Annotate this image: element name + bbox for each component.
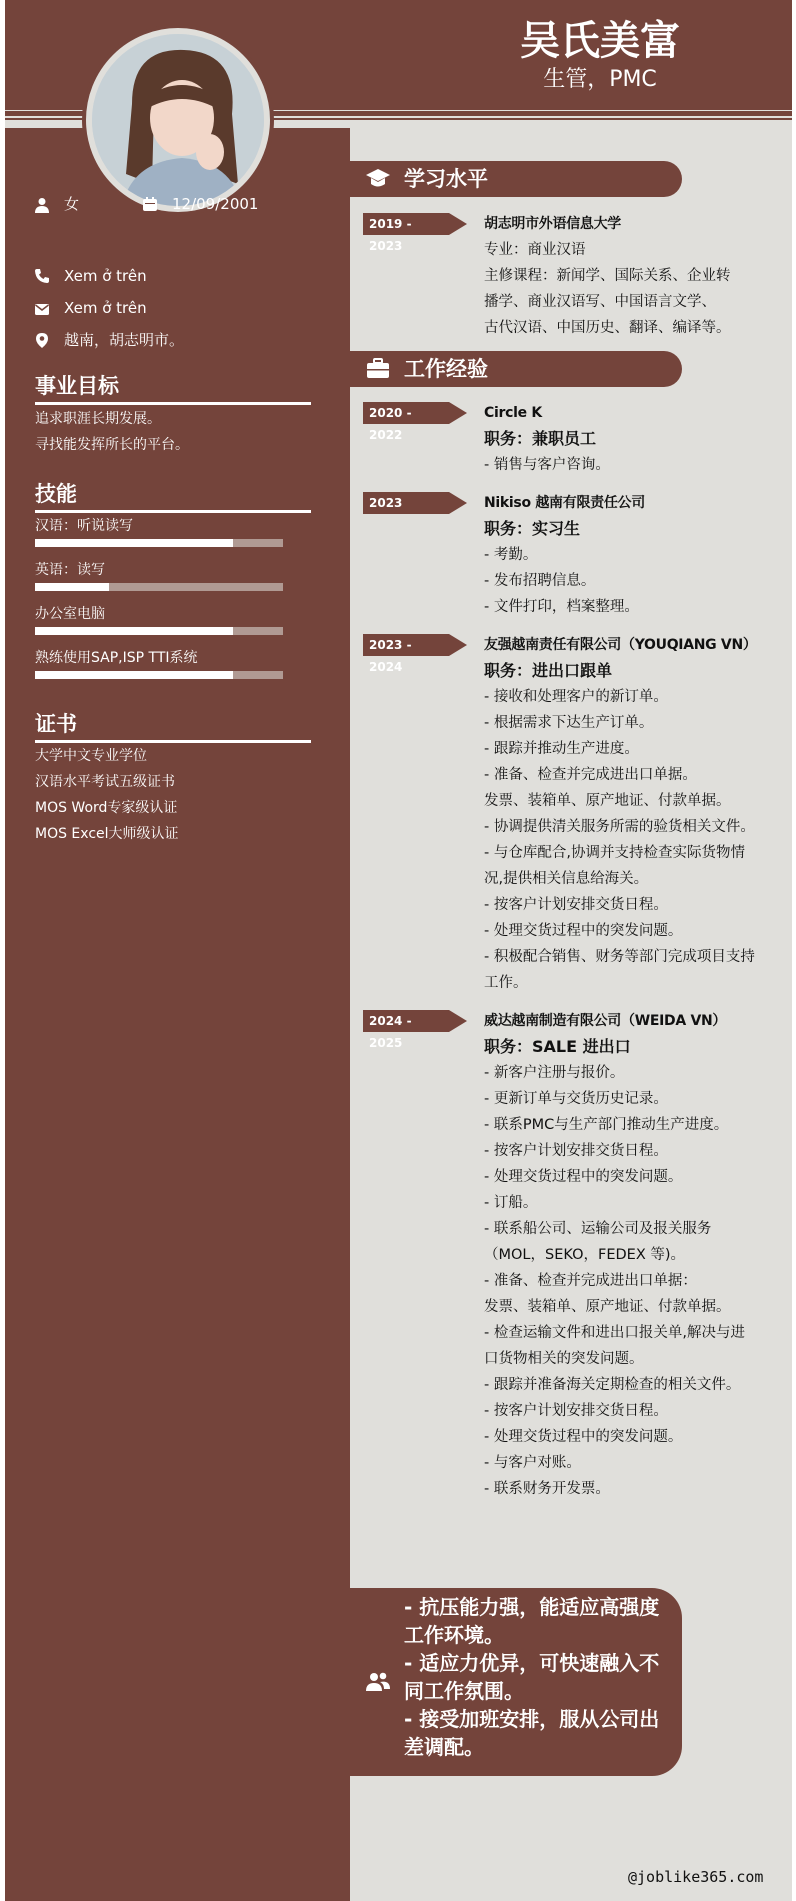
gender-value: 女 [64, 195, 80, 213]
job-role: 职务：SALE 进出口 [484, 1037, 631, 1056]
job-duty: - 与仓库配合,协调并支持检查实际货物情 [484, 845, 745, 861]
experience-heading: 工作经验 [404, 357, 488, 381]
education-entry [484, 211, 766, 341]
skill-bar [35, 671, 283, 679]
company-name: 友强越南责任有限公司（YOUQIANG VN） [484, 637, 757, 653]
skill-label: 英语：读写 [35, 562, 105, 578]
certificates-heading: 证书 [35, 712, 77, 736]
date-tag: 2019 - 2023 [363, 213, 449, 235]
date-tag: 2023 - 2024 [363, 634, 449, 656]
objective-heading: 事业目标 [35, 374, 119, 398]
skills-rule [35, 510, 311, 513]
job-duty: 工作。 [484, 975, 528, 991]
job-entry [484, 632, 766, 996]
graduation-cap-icon [365, 166, 391, 192]
date-tag-arrow [449, 213, 467, 235]
job-duty: 况,提供相关信息给海关。 [484, 871, 649, 887]
certificate-item: MOS Excel大师级认证 [35, 826, 179, 842]
education-course-line: 播学、商业汉语写、中国语言文学、 [484, 294, 716, 310]
job-role: 职务：进出口跟单 [484, 661, 613, 680]
email-icon [34, 301, 50, 317]
job-duty: - 跟踪并推动生产进度。 [484, 741, 639, 757]
job-duty: - 考勤。 [484, 547, 538, 563]
job-duty: - 准备、检查并完成进出口单据。 [484, 767, 697, 783]
job-duty: - 协调提供清关服务所需的验货相关文件。 [484, 819, 755, 835]
school-name: 胡志明市外语信息大学 [484, 216, 621, 232]
skill-bar-fill [35, 583, 109, 591]
footer-watermark: @joblike365.com [628, 1868, 764, 1886]
job-duty: （MOL，SEKO，FEDEX 等)。 [484, 1247, 686, 1263]
job-duty: - 联系财务开发票。 [484, 1481, 610, 1497]
date-tag-arrow [449, 492, 467, 514]
skill-bar-fill [35, 627, 233, 635]
company-name: 威达越南制造有限公司（WEIDA VN） [484, 1013, 727, 1029]
job-duty: - 更新订单与交货历史记录。 [484, 1091, 668, 1107]
job-duty: - 处理交货过程中的突发问题。 [484, 1429, 683, 1445]
job-duty: - 与客户对账。 [484, 1455, 581, 1471]
address-value: 越南，胡志明市。 [64, 331, 185, 349]
phone-value: Xem ở trên [64, 267, 147, 285]
phone-icon [34, 268, 50, 284]
job-role: 职务：兼职员工 [484, 429, 597, 448]
skill-bar-fill [35, 539, 233, 547]
education-heading: 学习水平 [404, 167, 488, 191]
strength-item: - 接受加班安排，服从公司出差调配。 [404, 1707, 660, 1759]
birthdate-value: 12/09/2001 [172, 195, 259, 213]
job-entry [484, 490, 766, 620]
job-duty: 口货物相关的突发问题。 [484, 1351, 644, 1367]
strengths-text [404, 1593, 666, 1761]
job-duty: - 准备、检查并完成进出口单据： [484, 1273, 697, 1289]
education-section-bar [350, 161, 682, 197]
job-duty: - 接收和处理客户的新订单。 [484, 689, 668, 705]
email-value: Xem ở trên [64, 299, 147, 317]
job-entry [484, 400, 766, 478]
avatar-photo [92, 34, 264, 206]
job-duty: - 根据需求下达生产订单。 [484, 715, 654, 731]
education-major: 专业：商业汉语 [484, 242, 586, 258]
job-duty: 发票、装箱单、原产地证、付款单据。 [484, 1299, 731, 1315]
date-tag-arrow [449, 1010, 467, 1032]
location-icon [34, 332, 50, 348]
avatar [92, 34, 264, 206]
job-duty: - 联系PMC与生产部门推动生产进度。 [484, 1117, 729, 1133]
certificates-rule [35, 740, 311, 743]
job-entry [484, 1008, 766, 1502]
company-name: Nikiso 越南有限责任公司 [484, 495, 645, 511]
skill-label: 汉语：听说读写 [35, 518, 133, 534]
user-icon [34, 197, 50, 213]
job-role: 职务：实习生 [484, 519, 581, 538]
calendar-icon [142, 196, 158, 212]
date-tag: 2024 - 2025 [363, 1010, 449, 1032]
job-duty: - 发布招聘信息。 [484, 573, 596, 589]
job-duty: - 检查运输文件和进出口报关单,解决与进 [484, 1325, 745, 1341]
job-duty: - 处理交货过程中的突发问题。 [484, 923, 683, 939]
skill-bar [35, 627, 283, 635]
education-course-line: 主修课程：新闻学、国际关系、企业转 [484, 268, 731, 284]
experience-section-bar [350, 351, 682, 387]
skill-bar [35, 539, 283, 547]
certificate-item: 汉语水平考试五级证书 [35, 774, 175, 790]
objective-line: 追求职涯长期发展。 [35, 411, 161, 427]
company-name: Circle K [484, 405, 542, 421]
job-duty: - 按客户计划安排交货日程。 [484, 1403, 668, 1419]
skill-label: 熟练使用SAP,ISP TTI系统 [35, 650, 198, 666]
skill-label: 办公室电脑 [35, 606, 105, 622]
education-course-line: 古代汉语、中国历史、翻译、编译等。 [484, 320, 731, 336]
job-duty: - 新客户注册与报价。 [484, 1065, 625, 1081]
job-duty: - 积极配合销售、财务等部门完成项目支持 [484, 949, 755, 965]
job-duty: - 联系船公司、运输公司及报关服务 [484, 1221, 712, 1237]
job-duty: - 按客户计划安排交货日程。 [484, 897, 668, 913]
strength-item: - 适应力优异，可快速融入不同工作氛围。 [404, 1651, 660, 1703]
job-duty: - 文件打印，档案整理。 [484, 599, 639, 615]
briefcase-icon [365, 356, 391, 382]
date-tag-arrow [449, 634, 467, 656]
candidate-title: 生管，PMC [543, 67, 657, 92]
job-duty: 发票、装箱单、原产地证、付款单据。 [484, 793, 731, 809]
skill-bar [35, 583, 283, 591]
objective-rule [35, 402, 311, 405]
strength-item: - 抗压能力强，能适应高强度工作环境。 [404, 1595, 660, 1647]
certificate-item: MOS Word专家级认证 [35, 800, 178, 816]
date-tag: 2023 [363, 492, 449, 514]
job-duty: - 按客户计划安排交货日程。 [484, 1143, 668, 1159]
objective-line: 寻找能发挥所长的平台。 [35, 437, 189, 453]
skill-bar-fill [35, 671, 233, 679]
job-duty: - 处理交货过程中的突发问题。 [484, 1169, 683, 1185]
people-icon [365, 1669, 391, 1695]
job-duty: - 跟踪并准备海关定期检查的相关文件。 [484, 1377, 741, 1393]
candidate-name: 吴氏美富 [520, 18, 680, 64]
job-duty: - 销售与客户咨询。 [484, 457, 610, 473]
skills-heading: 技能 [35, 482, 77, 506]
date-tag: 2020 - 2022 [363, 402, 449, 424]
date-tag-arrow [449, 402, 467, 424]
certificate-item: 大学中文专业学位 [35, 748, 147, 764]
job-duty: - 订船。 [484, 1195, 538, 1211]
